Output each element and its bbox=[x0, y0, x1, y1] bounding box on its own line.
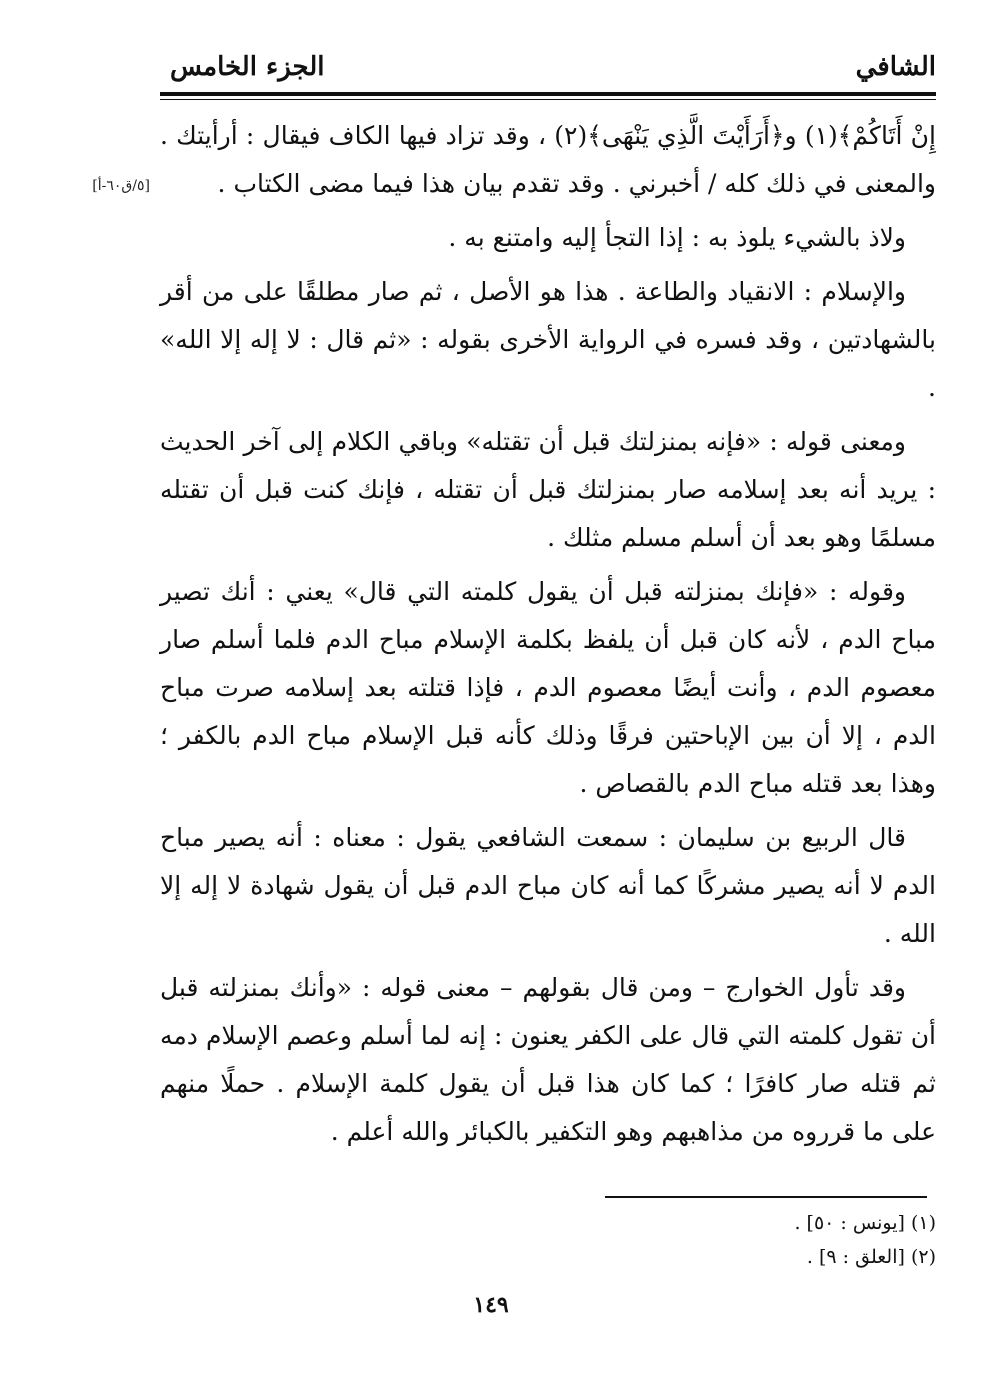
page-number: ١٤٩ bbox=[473, 1292, 509, 1318]
footnotes bbox=[160, 1206, 936, 1274]
paragraph: إِنْ أَتَاكُمْ﴾(١) و﴿أَرَأَيْتَ الَّذِي يَنْهَى﴾(٢) ، وقد تزاد فيها الكاف فيقال : أرأيتك . والمعنى في ذلك كله / أخبرني . وقد تقدم بيان هذا فيما مضى الكتاب . bbox=[160, 121, 936, 198]
header-rule-thin bbox=[160, 99, 936, 100]
manuscript-folio-note: [٥/ق٦٠-أ] bbox=[92, 178, 150, 194]
volume-title: الجزء الخامس bbox=[170, 52, 325, 82]
page-header bbox=[160, 50, 936, 88]
paragraph: والإسلام : الانقياد والطاعة . هذا هو الأصل ، ثم صار مطلقًا على من أقر بالشهادتين ، وقد فسره في الرواية الأخرى بقوله : «ثم قال : لا إله إلا الله» . bbox=[160, 277, 936, 402]
paragraph: قال الربيع بن سليمان : سمعت الشافعي يقول : معناه : أنه يصير مباح الدم لا أنه يصير مشركًا كما أنه كان مباح الدم قبل أن يقول شهادة لا إله إلا الله . bbox=[160, 823, 936, 948]
book-title: الشافي bbox=[855, 52, 936, 82]
paragraph: ولاذ بالشيء يلوذ به : إذا التجأ إليه وامتنع به . bbox=[448, 223, 906, 252]
paragraph: وقوله : «فإنك بمنزلته قبل أن يقول كلمته التي قال» يعني : أنك تصير مباح الدم ، لأنه كان قبل أن يلفظ بكلمة الإسلام مباح الدم فلما أسلم صار معصوم الدم ، وأنت أيضًا معصوم الدم ، فإذا قتلته بعد إسلامه صرت مباح الدم ، إلا أن بين الإباحتين فرقًا وذلك كأنه قبل الإسلام مباح الدم بالكفر ؛ وهذا بعد قتله مباح الدم بالقصاص . bbox=[160, 577, 936, 798]
paragraph: ومعنى قوله : «فإنه بمنزلتك قبل أن تقتله» وباقي الكلام إلى آخر الحديث : يريد أنه بعد إسلامه صار بمنزلتك قبل أن تقتله ، فإنك كنت قبل أن تقتله مسلمًا وهو بعد أن أسلم مسلم مثلك . bbox=[160, 427, 936, 552]
paragraph: وقد تأول الخوارج – ومن قال بقولهم – معنى قوله : «وأنك بمنزلته قبل أن تقول كلمته التي قال على الكفر يعنون : إنه لما أسلم وعصم الإسلام دمه ثم قتله صار كافرًا ؛ كما كان هذا قبل أن يقول كلمة الإسلام . حملًا منهم على ما قرروه من مذاهبهم وهو التكفير بالكبائر والله أعلم . bbox=[160, 973, 936, 1146]
footnote-separator bbox=[605, 1196, 927, 1198]
main-text bbox=[160, 112, 936, 1162]
header-rule bbox=[160, 92, 936, 96]
footnote: (٢) [العلق : ٩] . bbox=[806, 1246, 936, 1268]
footnote: (١) [يونس : ٥٠] . bbox=[794, 1212, 936, 1234]
